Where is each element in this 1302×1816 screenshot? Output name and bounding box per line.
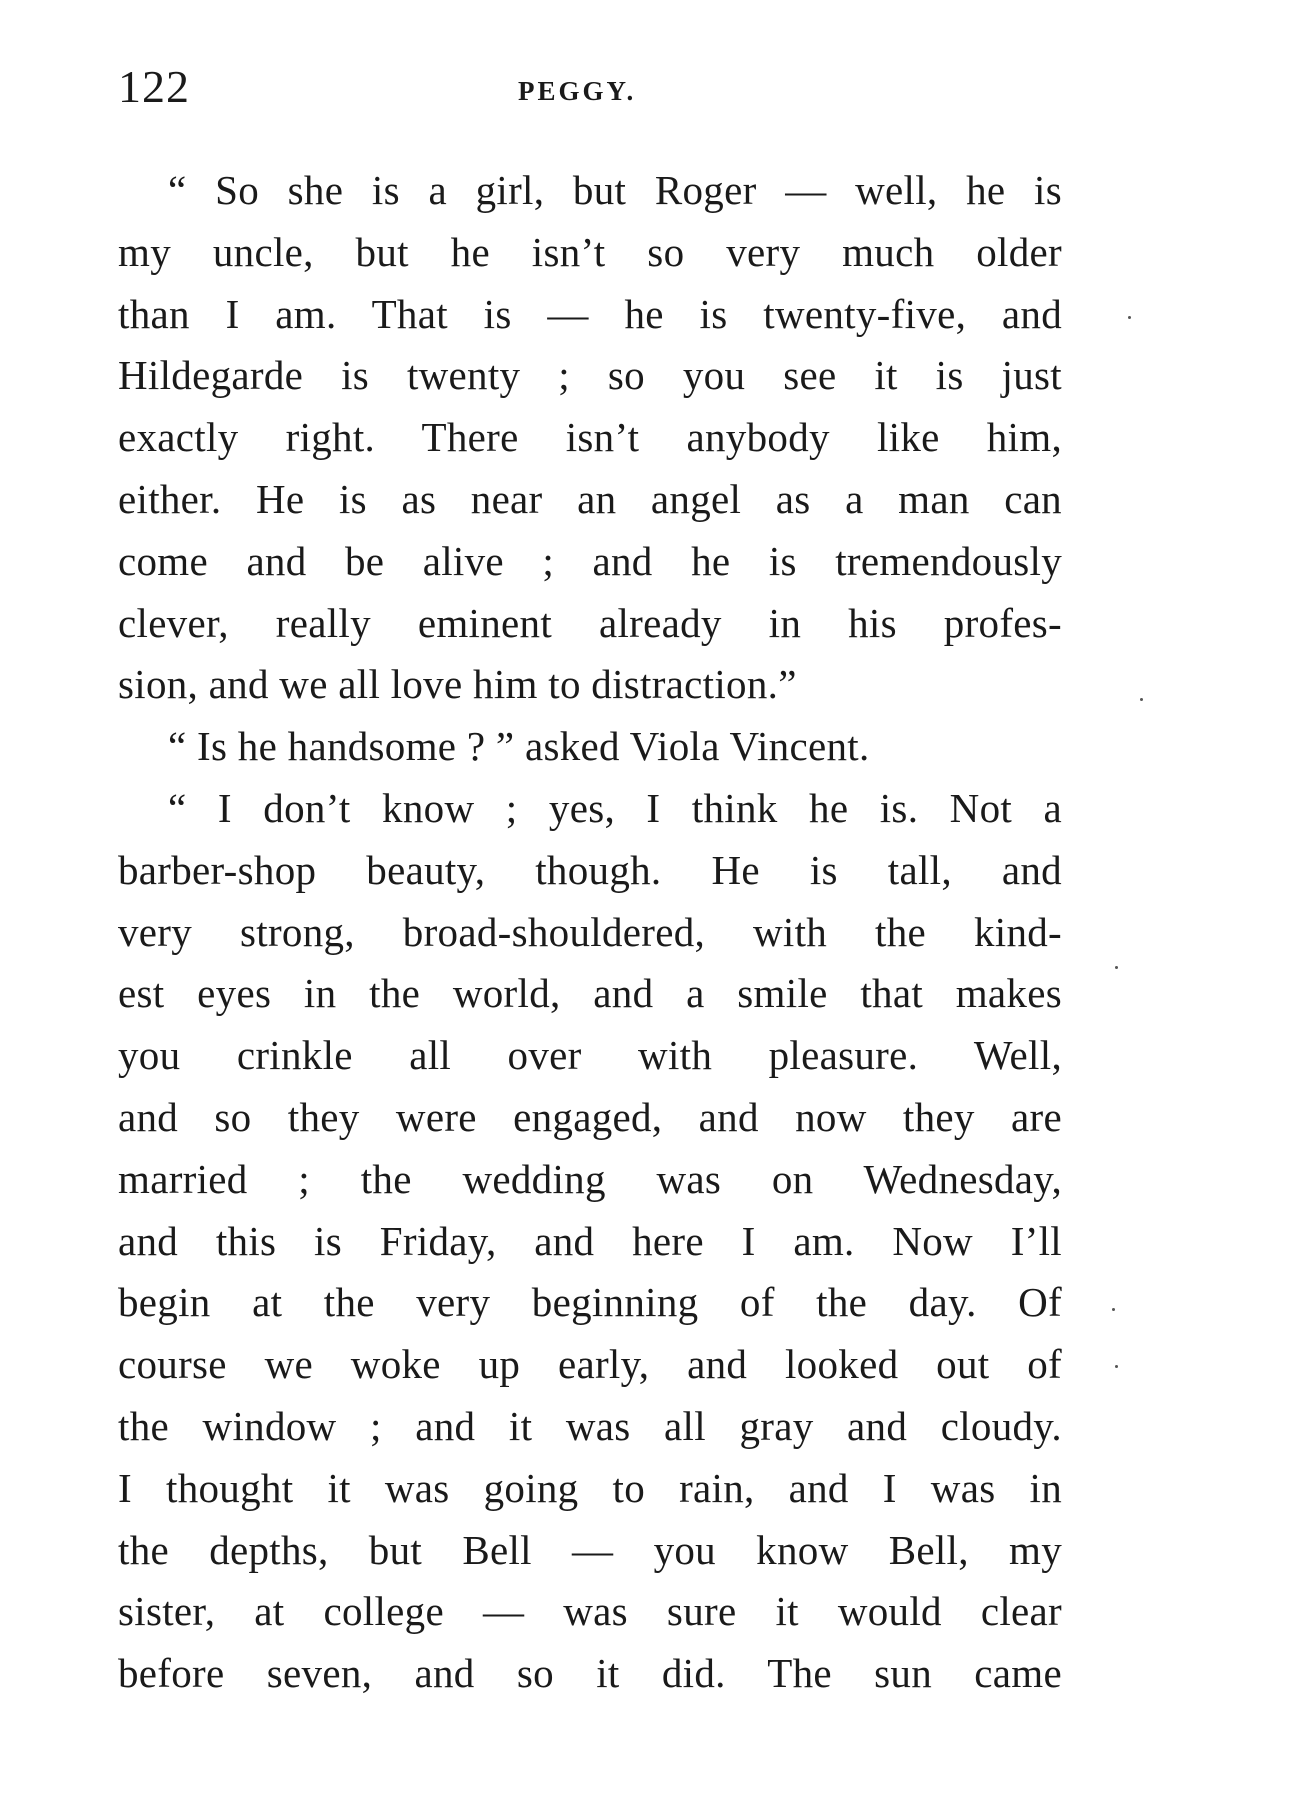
running-head — [118, 52, 1062, 112]
paper-speck — [1128, 316, 1131, 319]
text-line: very strong, broad-shouldered, with the kind- — [118, 908, 1062, 955]
text-line: and so they were engaged, and now they are — [118, 1093, 1062, 1140]
paper-speck — [1115, 1365, 1118, 1368]
text-line: “ Is he handsome ? ” asked Viola Vincent. — [168, 723, 870, 770]
text-line: either. He is as near an angel as a man can — [118, 475, 1062, 522]
text-line: come and be alive ; and he is tremendously — [118, 537, 1062, 584]
text-line: you crinkle all over with pleasure. Well, — [118, 1032, 1062, 1079]
text-line: my uncle, but he isn’t so very much older — [118, 228, 1062, 275]
text-line: barber-shop beauty, though. He is tall, and — [118, 846, 1062, 893]
text-line: the depths, but Bell — you know Bell, my — [118, 1526, 1062, 1573]
paper-speck — [1112, 1308, 1115, 1311]
text-line: sion, and we all love him to distraction.” — [118, 661, 797, 708]
page-number: 122 — [118, 61, 190, 112]
paper-speck — [1140, 698, 1143, 701]
text-line: course we woke up early, and looked out of — [118, 1341, 1062, 1388]
text-line: the window ; and it was all gray and cloudy. — [118, 1402, 1062, 1449]
text-line: clever, really eminent already in his profes- — [118, 599, 1062, 646]
text-line: “ I don’t know ; yes, I think he is. Not a — [168, 784, 1062, 831]
running-title: PEGGY. — [518, 76, 637, 106]
text-line: “ So she is a girl, but Roger — well, he is — [168, 167, 1062, 213]
text-line: begin at the very beginning of the day. Of — [118, 1279, 1062, 1326]
text-line: est eyes in the world, and a smile that makes — [118, 970, 1062, 1017]
body-text — [118, 160, 1062, 1705]
text-line: before seven, and so it did. The sun came — [118, 1650, 1062, 1697]
paper-speck — [1115, 966, 1118, 969]
text-line: married ; the wedding was on Wednesday, — [118, 1155, 1062, 1202]
text-line: Hildegarde is twenty ; so you see it is just — [118, 352, 1062, 399]
text-line: sister, at college — was sure it would clear — [118, 1588, 1062, 1635]
text-line: exactly right. There isn’t anybody like him, — [118, 414, 1062, 461]
text-line: and this is Friday, and here I am. Now I’ll — [118, 1217, 1062, 1264]
text-line: I thought it was going to rain, and I was in — [118, 1464, 1062, 1511]
text-line: than I am. That is — he is twenty-five, and — [118, 290, 1062, 337]
